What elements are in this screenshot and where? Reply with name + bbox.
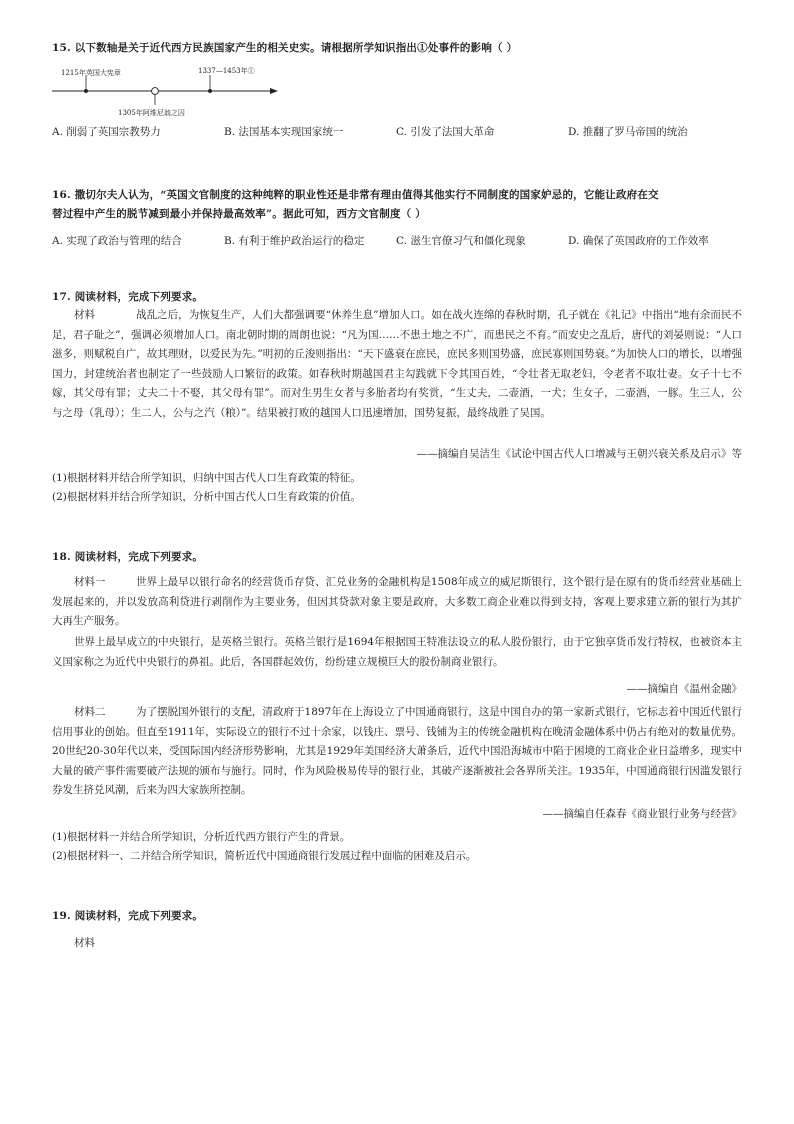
q17-material <box>52 306 742 424</box>
q15-option-c[interactable]: C. 引发了法国大革命 <box>396 126 495 138</box>
q19-title: 19. 阅读材料，完成下列要求。 <box>52 910 204 922</box>
q17-sub2: (2)根据材料并结合所学知识，分析中国古代人口生育政策的价值。 <box>52 491 361 503</box>
q15-option-d[interactable]: D. 推翻了罗马帝国的统治 <box>568 126 688 138</box>
q15-option-a[interactable]: A. 削弱了英国宗教势力 <box>52 126 161 138</box>
q18-source1: ——摘编自《温州金融》 <box>626 683 742 695</box>
q19-material-label: 材料 <box>74 937 95 949</box>
q16-option-d[interactable]: D. 确保了英国政府的工作效率 <box>568 235 709 247</box>
q17-material-label: 材料 <box>74 309 95 321</box>
q18-material2 <box>52 703 742 801</box>
q18-material1-label: 材料一 <box>74 576 106 588</box>
q18-material1-p1-text: 世界上最早以银行命名的经营货币存贷、汇兑业务的金融机构是1508年成立的威尼斯银行，这个银行是在原有的货币经营业基础上发展起来的，并以发放高利贷进行剥削作为主要业务，但因其贷款对象主要是政府，大多数工商企业难以得到支持，客观上要求建立新的银行为其扩大再生产服务。 <box>52 576 742 628</box>
timeline-label-1215: 1215年英国大宪章 <box>61 69 121 77</box>
q18-sub1: (1)根据材料一并结合所学知识，分析近代西方银行产生的背景。 <box>52 831 351 843</box>
q17-title: 17. 阅读材料，完成下列要求。 <box>52 291 204 303</box>
q16-option-b[interactable]: B. 有利于维护政治运行的稳定 <box>224 235 365 247</box>
q17-sub1: (1)根据材料并结合所学知识，归纳中国古代人口生育政策的特征。 <box>52 472 361 484</box>
q17-source: ——摘编自吴洁生《试论中国古代人口增减与王朝兴衰关系及启示》等 <box>416 448 742 460</box>
q18-sub2: (2)根据材料一、二并结合所学知识，简析近代中国通商银行发展过程中面临的困难及启示。 <box>52 850 477 862</box>
q18-material2-text: 为了摆脱国外银行的支配，清政府于1897年在上海设立了中国通商银行，这是中国自办的第一家新式银行，它标志着中国近代银行信用事业的创始。但直至1911年，实际设立的银行不过十余家，以钱庄、票号、钱铺为主的传统金融机构在晚清金融体系中仍占有绝对的数量优势。20世纪20-30年代以来，受国际国内经济形势影响，尤其是1929年美国经济大萧条后，近代中国沿海城市中陷于困境的工商业企业日益增多，现实中大量的破产事件需要破产法规的颁布与施行。同时，作为风险极易传导的银行业，其破产逐渐被社会各界所关注。1935年，中国通商银行因滥发银行券发生挤兑风潮，后来为四大家族所控制。 <box>52 706 742 797</box>
q16-title-line2: 替过程中产生的脱节减到最小并保持最高效率”。据此可知，西方文官制度（ ） <box>52 208 426 220</box>
q16-option-c[interactable]: C. 滋生官僚习气和僵化现象 <box>396 235 526 247</box>
timeline-label-1305: 1305年阿维尼翁之囚 <box>118 109 185 117</box>
q18-material1-p2-text: 世界上最早成立的中央银行，是英格兰银行。英格兰银行是1694年根据国王特准法设立的私人股份银行，由于它独享货币发行特权，也被资本主义国家称之为近代中央银行的鼻祖。此后，各国群起效仿，纷纷建立规模巨大的股份制商业银行。 <box>52 636 742 668</box>
q15-option-b[interactable]: B. 法国基本实现国家统一 <box>224 126 344 138</box>
timeline-label-1337: 1337—1453年① <box>198 67 255 75</box>
q15-title: 15. 以下数轴是关于近代西方民族国家产生的相关史实。请根据所学知识指出①处事件的影响（ ） <box>52 42 518 54</box>
q18-title: 18. 阅读材料，完成下列要求。 <box>52 551 204 563</box>
q18-source2: ——摘编自任森春《商业银行业务与经营》 <box>542 808 742 820</box>
q18-material1-p1 <box>52 573 742 632</box>
q18-material2-label: 材料二 <box>74 706 106 718</box>
q17-material-text: 战乱之后，为恢复生产，人们大都强调要“休养生息”增加人口。如在战火连绵的春秋时期，孔子就在《礼记》中指出“地有余而民不足，君子耻之”，强调必须增加人口。南北朝时期的周朗也说：“凡为国……不患土地之不广，而患民之不育。”而安史之乱后，唐代的刘晏则说：“人口滋多，则赋税自广，故其理财，以爱民为先。”明初的丘浚则指出：“天下盛衰在庶民，庶民多则国势盛，庶民寡则国势衰。”为加快人口的增长，以增强国力，封建统治者也制定了一些鼓励人口繁衍的政策。如春秋时期越国君主勾践就下令其国百姓，“令壮者无取老妇，令老者不取壮妻。女子十七不嫁，其父母有罪；丈夫二十不娶，其父母有罪”。而对生男生女者与多胎者均有奖赏，“生丈夫，二壶酒，一犬；生女子，二壶酒，一豚。生三人，公与之母（乳母）；生二人，公与之汽（粮）”。结果被打败的越国人口迅速增加，国势复振，最终战胜了吴国。 <box>52 309 742 419</box>
q16-title-line1: 16. 撒切尔夫人认为，“英国文官制度的这种纯粹的职业性还是非常有理由值得其他实行不同制度的国家妒忌的，它能让政府在交 <box>52 189 659 201</box>
q15-timeline <box>52 63 282 123</box>
q18-material1-p2 <box>52 633 742 672</box>
q16-option-a[interactable]: A. 实现了政治与管理的结合 <box>52 235 182 247</box>
